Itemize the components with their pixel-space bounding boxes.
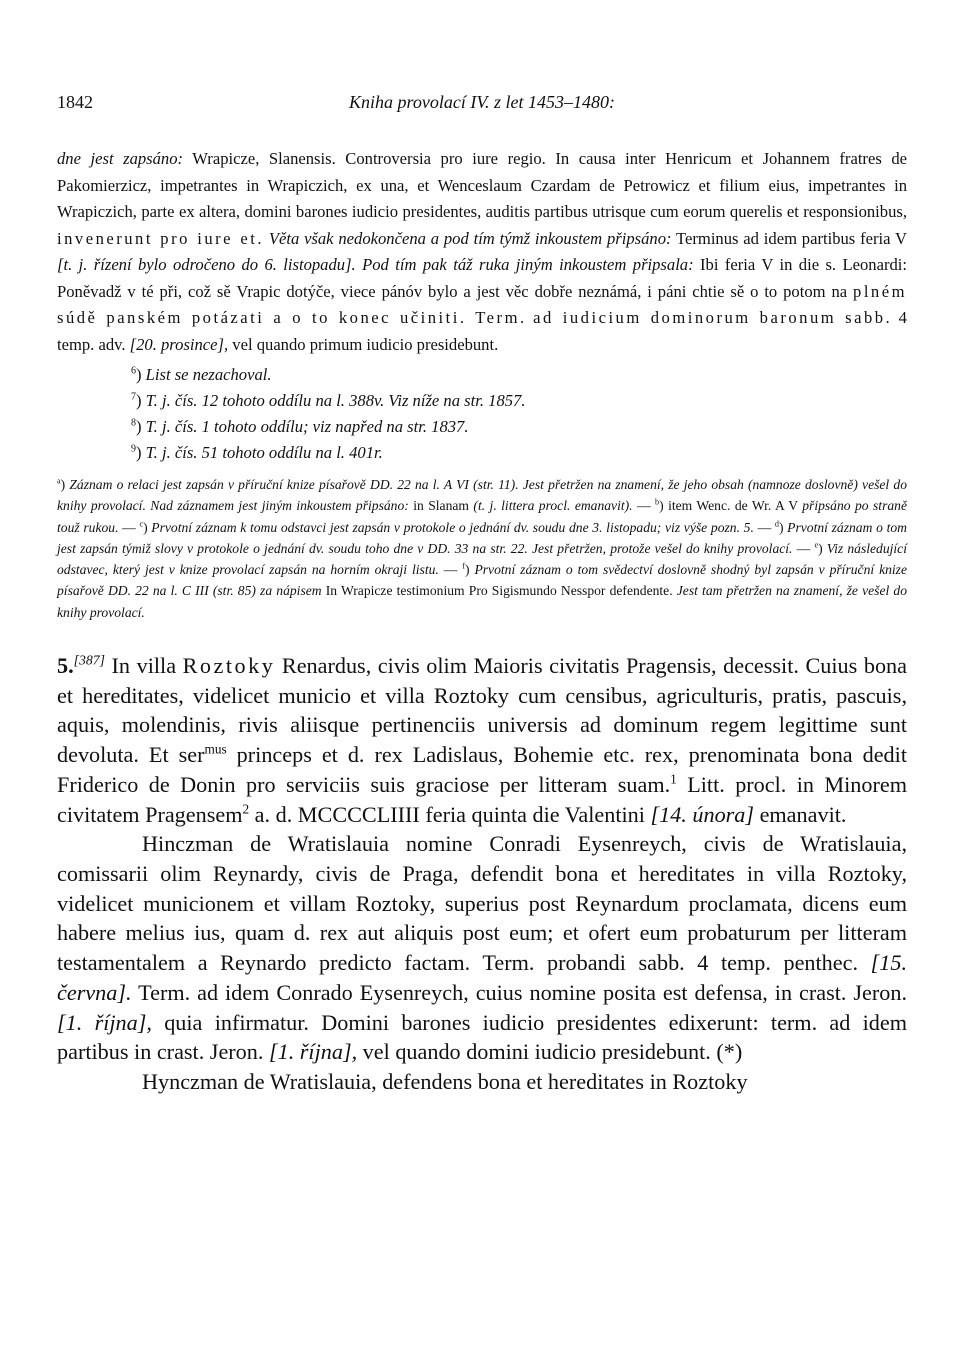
text-segment: [20. prosince], — [129, 334, 229, 354]
critical-apparatus: $^a$) Záznam o relaci jest zapsán v příruční knize písařově DD. 22 na l. A VI (str. 11). Jest přetržen na znamení, že jeho obsah (namnoze doslovně) vešel do knihy provolací. Nad záznamem jest jiným inkoustem připsáno: in Slanam (t. j. littera procl. emanavit). — $^b$) item Wenc. de Wr. A V připsáno po straně touž rukou. — $^c$) Prvotní záznam k tomu odstavci jest zapsán v protokole o jednání dv. soudu dne 3. listopadu; viz výše pozn. 5. — $^d$) Prvotní záznam o tom jest zapsán týmiž slovy v protokole o jednání dv. soudu toho dne v DD. 33 na str. 22. Jest přetržen, protože vešel do knihy provolací. — $^e$) Viz následující odstavec, který jest v knize provolací zapsán na horním okraji listu. — $^f$) Prvotní záznam o tom svědectví doslovně shodný byl zapsán v příruční knize písařově DD. 22 na l. C III (str. 85) za nápisem In Wrapicze testimonium Pro Sigismundo Nesspor defendente. Jest tam přetržen na znamení, že vešel do knihy provolací. — [57, 476, 908, 620]
text-segment: [14. února] — [650, 801, 755, 827]
text-segment: — — [438, 562, 463, 578]
running-title: Kniha provolací IV. z let 1453–1480: — [349, 92, 615, 112]
text-segment: Prvotní záznam o tom svědectví doslovně shodný byl zapsán v příruční knize písařově DD. 22 na l. C III (str. 85) za nápisem — [57, 562, 908, 599]
page-number: 1842 — [57, 92, 93, 112]
footnote-mark: 6 — [131, 365, 136, 377]
text-segment: in Slanam — [408, 498, 474, 514]
apparatus-mark: a — [57, 476, 61, 486]
text-segment: Viz následující odstavec, který jest v knize provolací zapsán na horním okraji listu. — [57, 540, 907, 578]
text-segment: — — [792, 540, 815, 556]
text-segment: připsáno po straně touž rukou. — [57, 498, 908, 535]
footnote: $^7$) T. j. čís. 12 tohoto oddílu na l. 388v. Viz níže na str. 1857. — [131, 391, 526, 410]
footnote-text: T. j. čís. 1 tohoto oddílu; viz napřed na str. 1837. — [145, 417, 469, 436]
text-segment: Wrapicze, Slanensis. Controversia pro iure regio. In causa inter Henricum et Johannem fratres de Pakomierzicz, impetrantes in Wrapiczich, ex una, et Wenceslaum Czardam de Petrowicz et filium eius, impetrantes in Wrapiczich, parte ex altera, domini barones iudicio presidentes, auditis partibus utrisque cum eorum querelis et responsionibus, — [57, 149, 907, 221]
apparatus-mark: d — [774, 519, 779, 529]
text-segment: — — [753, 519, 775, 535]
footnotes — [131, 362, 907, 466]
text-segment: plném súdě panském potázati a o to konec učiniti. Term. — [57, 281, 907, 327]
footnote: $^6$) List se nezachoval. — [131, 365, 272, 384]
text-segment: Ibi feria V in die s. Leonardi: Poněvadž v té při, což sě Vrapic dotýče, viece pánóv bylo a jest věc dobře neznámá, i páni chtie sě o to potom na — [57, 255, 907, 301]
apparatus-mark: c — [139, 519, 144, 529]
text-segment: [t. j. řízení bylo odročeno do 6. listopadu]. Pod tím pak táž ruka jiným inkoustem připsala: — [57, 255, 694, 274]
text-segment: Term. ad idem Conrado Eysenreych, cuius nomine posita est defensa, in crast. Jeron. — [131, 979, 907, 1005]
continued-paragraph — [57, 146, 907, 358]
text-segment: 4 temp. adv. — [57, 308, 907, 354]
footnote-ref: 2 — [242, 801, 250, 817]
text-segment: Terminus ad idem partibus feria V — [671, 228, 907, 248]
footnote-mark: 8 — [131, 417, 136, 429]
footnote-mark: 7 — [131, 391, 136, 403]
text-segment: Prvotní záznam k tomu odstavci jest zapsán v protokole o jednání dv. soudu dne 3. listopadu; viz výše pozn. 5. — [147, 519, 754, 535]
text-segment: princeps et d. rex Ladislaus, Bohemie etc. rex, prenominata bona dedit Friderico de Donin pro serviciis suis graciose per litteram suam. — [57, 742, 907, 797]
text-segment: item Wenc. de Wr. A V — [663, 498, 803, 514]
text-segment: In villa — [104, 653, 183, 679]
text-segment: Renardus, civis olim Maioris civitatis Pragensis, decessit. Cuius bona et hereditates, videlicet municio et villa Roztoky cum censibus, agriculturis, pratis, pascuis, aquis, molendinis, rivis aliisque pertinenciis universis ad dominum regem legittime sunt devoluta. Et ser — [57, 653, 907, 768]
text-segment: Záznam o relaci jest zapsán v příruční knize písařově DD. 22 na l. A VI (str. 11). Jest přetržen na znamení, že jeho obsah (namnoze doslovně) vešel do knihy provolací. Nad záznamem jest jiným inkoustem připsáno: — [57, 477, 907, 514]
text-segment: [1. října], — [57, 1009, 152, 1035]
page-header — [57, 92, 907, 122]
folio-reference: [387] — [73, 652, 105, 668]
text-segment: vel quando primum iudicio presidebunt. — [228, 334, 499, 354]
footnote: $^9$) T. j. čís. 51 tohoto oddílu na l. 401r. — [131, 443, 383, 462]
footnote-text: T. j. čís. 51 tohoto oddílu na l. 401r. — [145, 443, 383, 462]
text-segment: mus — [204, 741, 227, 757]
text-segment: invenerunt pro iure et. — [57, 228, 264, 248]
apparatus-mark: f — [462, 561, 465, 571]
entry-5 — [57, 651, 907, 1097]
text-segment: dne jest zapsáno: — [57, 149, 184, 168]
text-segment: [1. října], — [268, 1039, 358, 1065]
footnote-text: List se nezachoval. — [145, 365, 272, 384]
text-segment: — — [118, 519, 140, 535]
entry-number: 5. — [57, 653, 74, 679]
text-segment: Jest tam přetržen na znamení, že vešel do knihy provolací. — [57, 583, 907, 620]
apparatus-mark: b — [655, 497, 660, 507]
text-segment: ad iudicium dominorum baronum sabb. — [533, 308, 893, 327]
text-segment: (t. j. littera procl. emanavit). — [473, 498, 633, 514]
text-segment: a. d. MCCCCLIIII feria quinta die Valentini — [249, 801, 651, 827]
footnote-ref: 1 — [670, 771, 677, 787]
text-segment: emanavit. — [754, 801, 847, 827]
footnote: $^8$) T. j. čís. 1 tohoto oddílu; viz napřed na str. 1837. — [131, 417, 469, 436]
text-segment: Roztoky — [182, 653, 276, 679]
text-segment: Hynczman de Wratislauia, defendens bona et hereditates in Roztoky — [142, 1068, 748, 1094]
text-segment: vel quando domini iudicio presidebunt. (*) — [357, 1039, 743, 1065]
footnote-text: T. j. čís. 12 tohoto oddílu na l. 388v. Viz níže na str. 1857. — [145, 391, 526, 410]
text-segment: — — [632, 498, 656, 514]
text-segment: [15. června]. — [57, 950, 907, 1005]
apparatus-mark: e — [814, 540, 819, 550]
entry-paragraph — [57, 651, 907, 829]
document-page — [57, 92, 907, 1097]
text-segment: quia infirmatur. Domini barones iudicio presidentes edixerunt: term. ad idem partibus in crast. Jeron. — [57, 1009, 908, 1065]
text-segment: In Wrapicze testimonium Pro Sigismundo Nesspor defendente. — [321, 583, 677, 599]
text-segment: Litt. procl. in Minorem civitatem Pragensem — [57, 771, 907, 827]
footnote-mark: 9 — [131, 443, 136, 455]
entry-paragraph — [57, 1067, 907, 1097]
entry-paragraph — [57, 829, 907, 1067]
text-segment: Prvotní záznam o tom jest zapsán týmiž slovy v protokole o jednání dv. soudu toho dne v DD. 33 na str. 22. Jest přetržen, protože vešel do knihy provolací. — [57, 519, 907, 556]
text-segment: Věta však nedokončena a pod tím týmž inkoustem připsáno: — [268, 228, 672, 248]
text-segment: Hinczman de Wratislauia nomine Conradi Eysenreych, civis de Wratislauia, comissarii olim Reynardy, civis de Praga, defendit bona et hereditates in villa Roztoky, videlicet municionem et villam Roztoky, superius post Reynardum proclamata, dicens eum habere melius ius, quam d. rex aut aliquis post eum; et ofert eum probaturum per litteram testamentalem a Reynardo predicto factam. Term. probandi sabb. 4 temp. penthec. — [57, 831, 907, 976]
